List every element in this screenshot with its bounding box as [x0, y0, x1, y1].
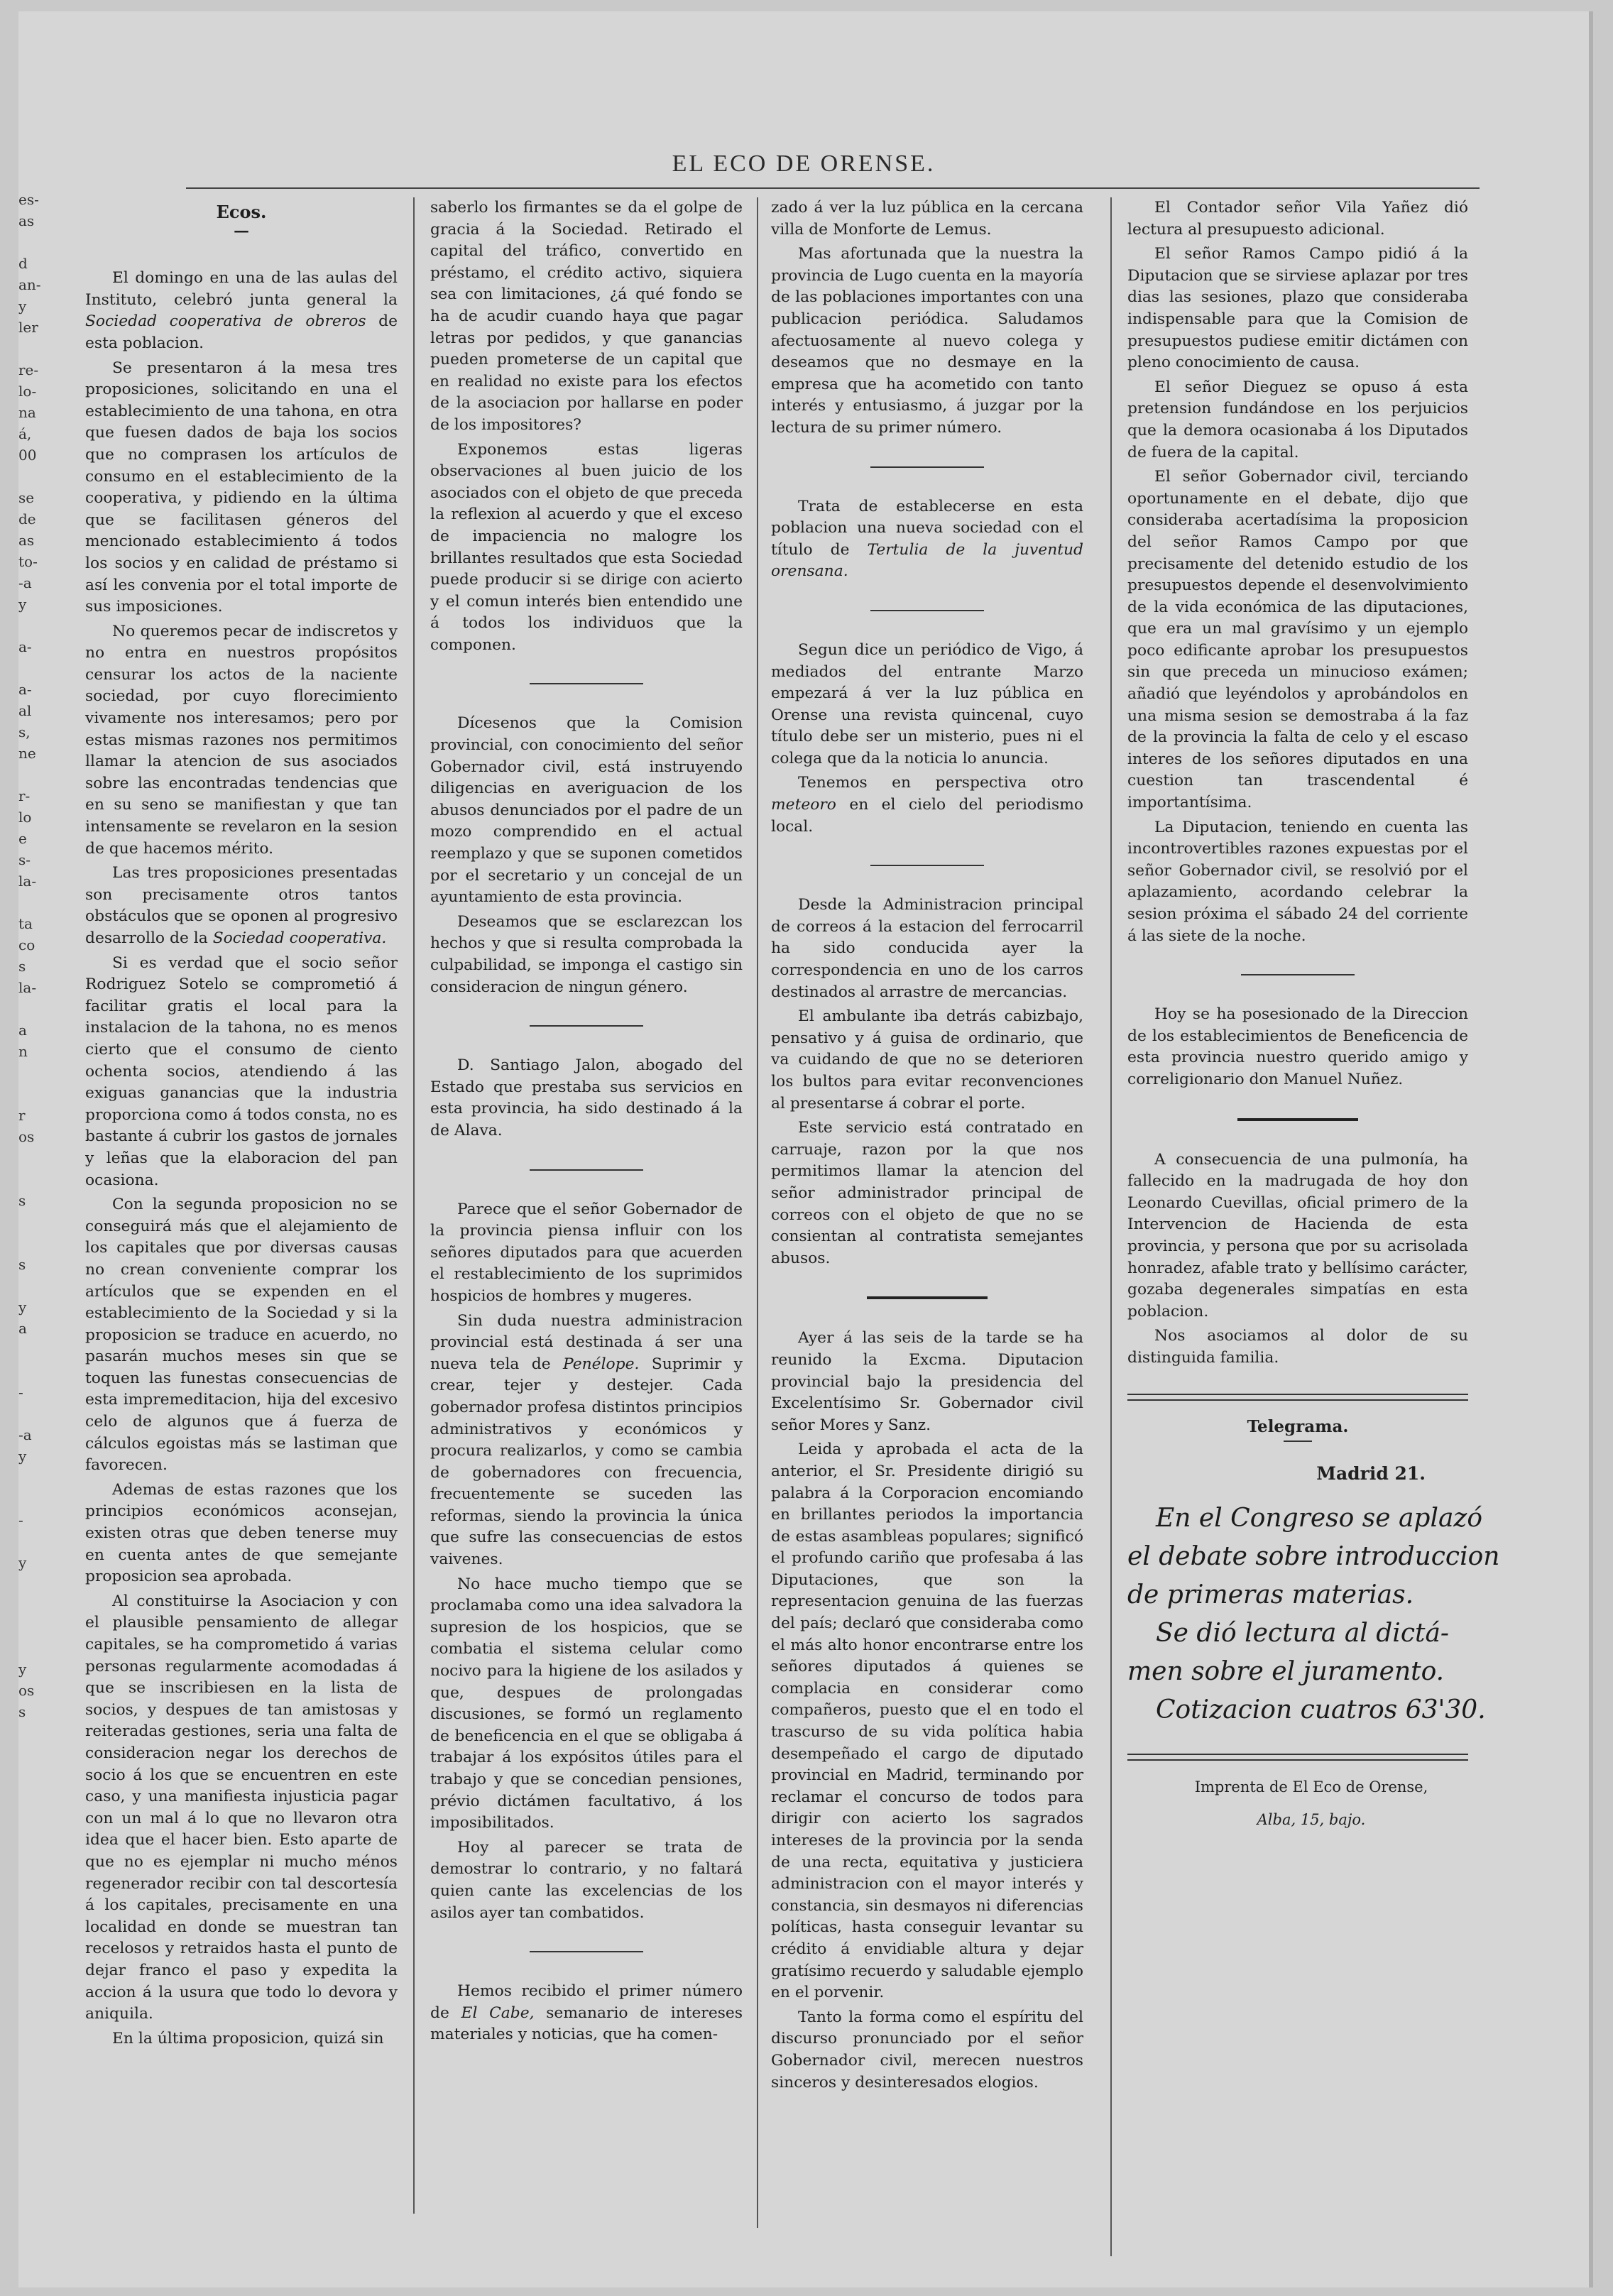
edge-fragment-line [18, 1211, 37, 1232]
telegram-line: Se dió lectura al dictá- [1156, 1618, 1450, 1648]
paragraph: Segun dice un periódico de Vigo, á mediados del entrante Marzo empezará á ver la luz pública en Orense una revista quincenal, cuyo título debe ser un misterio, pues ni el colega que da la noticia lo anuncia. [771, 640, 1083, 767]
edge-fragment-line: 00 [18, 447, 37, 464]
edge-fragment-line: r- [18, 787, 31, 804]
paragraph: El ambulante iba detrás cabizbajo, pensativo y á guisa de ordinario, que va cuidando de que no se deterioren los bultos para evitar reconvenciones al presentarse á cobrar el porte. [771, 1007, 1083, 1113]
edge-fragment-line [18, 1339, 37, 1360]
edge-fragment-line [18, 1360, 37, 1382]
masthead: EL ECO DE ORENSE. [672, 151, 936, 177]
edge-fragment-line: na [18, 404, 36, 421]
paragraph: El señor Ramos Campo pidió á la Diputacion que se sirviese aplazar por tres dias las sesiones, plazo que consideraba indispensable para que la Comision de presupuestos pudiese emitir dictámen con pleno conocimiento de causa. [1127, 245, 1468, 372]
column-rule-3 [1110, 197, 1112, 2256]
edge-fragment-line [18, 657, 37, 679]
edge-fragment-line: - [18, 1384, 23, 1401]
separator-rule [870, 466, 984, 468]
paragraph: Ayer á las seis de la tarde se ha reunido la Excma. Diputacion provincial bajo la presidencia del Excelentísimo Sr. Gobernador civil señor Mores y Sanz. [771, 1329, 1083, 1434]
imprint: Imprenta de El Eco de Orense, [1194, 1778, 1428, 1795]
edge-fragment-line: s- [18, 851, 31, 868]
edge-fragment-line [18, 1083, 37, 1105]
edge-fragment-line: os [18, 1128, 35, 1145]
edge-fragment-line: s [18, 1192, 26, 1209]
separator-rule [870, 610, 984, 611]
paragraph: saberlo los firmantes se da el golpe de gracia á la Sociedad. Retirado el capital del tráfico, convertido en préstamo, el crédito activo, siquiera sea con limitaciones, ¿á qué fondo se ha de acudir cuando haya que pagar letras por pedidos, y que ganancias pueden prometerse de un capital que en realidad no existe para los efectos de la asociacion por hallarse en poder de los impositores? [430, 199, 743, 434]
heading-dash [1284, 1441, 1312, 1442]
separator-rule [530, 1025, 643, 1027]
telegram-dateline: Madrid 21. [1316, 1463, 1426, 1485]
paragraph: No queremos pecar de indiscretos y no entra en nuestros propósitos censurar los actos de la naciente sociedad, por cuyo florecimiento vivamente nos interesamos; pero por estas mismas razones nos permitimos llamar la atencion de sus asociados sobre las encontradas tendencias que en su seno se manifiestan y que tan intensamente se revelaron en la sesion de que hacemos mérito. [85, 622, 398, 858]
edge-fragment-line: y [18, 1554, 27, 1571]
edge-fragment-line: a- [18, 681, 32, 698]
edge-fragment-line [18, 231, 37, 253]
edge-fragment-line: to- [18, 553, 38, 570]
edge-fragment-line [18, 338, 37, 359]
edge-fragment-line [18, 1062, 37, 1083]
paragraph: Si es verdad que el socio señor Rodriguez Sotelo se comprometió á facilitar gratis el local para la instalacion de la tahona, no es menos cierto que el consumo de ciento ochenta socios, atendiendo á las exiguas ganancias que la industria proporciona como á todos consta, no es bastante á cubrir los gastos de jornales y leñas que la elaboracion del pan ocasiona. [85, 953, 398, 1189]
edge-fragment-line: y [18, 596, 27, 613]
paragraph: Dícesenos que la Comision provincial, con conocimiento del señor Gobernador civil, está instruyendo diligencias en averiguacion de los abusos denunciados por el padre de un mozo comprendido en el actual reemplazo y que se suponen cometidos por el secretario y un concejal de un ayuntamiento de esta provincia. [430, 714, 743, 907]
paragraph: No hace mucho tiempo que se proclamaba como una idea salvadora la supresion de los hospicios, que se combatia el sistema celular como nocivo para la higiene de los asilados y que, despues de prolongadas discusiones, se formó un reglamento de beneficencia en el que se obligaba á trabajar á los expósitos útiles para el trabajo y que se concedian pensiones, prévio dictámen facultativo, á los imposibilitados. [430, 1575, 743, 1832]
telegram-line: de primeras materias. [1127, 1580, 1414, 1609]
paragraph: Hoy al parecer se trata de demostrar lo contrario, y no faltará quien cante las excelencias de los asilos ayer tan combatidos. [430, 1838, 743, 1922]
paragraph: En la última proposicion, quizá sin [112, 2029, 384, 2048]
edge-fragment-line: as [18, 532, 35, 549]
paragraph: Deseamos que se esclarezcan los hechos y que si resulta comprobada la culpabilidad, se imponga el castigo sin consideracion de ningun género. [430, 912, 743, 996]
separator-rule [1237, 1118, 1358, 1121]
edge-fragment-line: os [18, 1682, 35, 1699]
column-3 [771, 197, 1083, 2242]
imprint-address: Alba, 15, bajo. [1257, 1811, 1366, 1829]
paragraph: Se presentaron á la mesa tres proposiciones, solicitando en una el establecimiento de una tahona, en otra que fuesen dados de baja los socios que no comprasen los artículos de consumo en el establecimiento de la cooperativa, y pidiendo en la última que se facilitasen géneros del mencionado establecimiento á todos los socios y en calidad de préstamo si así les convenia por el total importe de sus imposiciones. [85, 359, 398, 616]
separator-rule [870, 865, 984, 866]
edge-fragment-line [18, 1169, 37, 1190]
telegram-line: el debate sobre introduccion [1127, 1541, 1500, 1571]
edge-fragment-line: se [18, 489, 35, 506]
paragraph: zado á ver la luz pública en la cercana villa de Monforte de Lemus. [771, 199, 1083, 239]
separator-rule [867, 1296, 988, 1299]
paragraph: El señor Dieguez se opuso á esta pretension fundándose en los perjuicios que la demora ocasionaba á los Diputados de fuera de la capital. [1127, 378, 1468, 461]
edge-fragment-line: ta [18, 915, 33, 932]
paragraph: Con la segunda proposicion no se conseguirá más que el alejamiento de los capitales que por diversas causas no crean conveniente comprar los artículos que se expenden en el establecimiento de la Sociedad y si la proposicion se traduce en acuerdo, no pasarán muchos meses sin que se toquen las funestas consecuencias de esta impremeditacion, hija del excesivo celo de algunos que á fuerza de cálculos egoistas más se lastiman que favorecen. [85, 1196, 398, 1475]
edge-fragment-line: s [18, 958, 26, 975]
paragraph: Al constituirse la Asociacion y con el plausible pensamiento de allegar capitales, se ha comprometido á varias personas regularmente acomodadas á que se inscribiesen en la lista de socios, y despues de tan amistosas y reiteradas gestiones, seria una falta de consideracion negar los derechos de socio á los que se encuentren en este caso, y una manifiesta injusticia pagar con un mal á lo que no llevaron otra idea que el hacer bien. Esto aparte de que no es ejemplar ni mucho ménos regenerador recibir con tal descortesía á los capitales, precisamente en una localidad en donde se muestran tan recelosos y retraidos hasta el punto de dejar franco el paso y expedita la accion á la usura que todo lo devora y aniquila. [85, 1592, 398, 2023]
edge-fragment-line: a [18, 1022, 27, 1039]
edge-fragment-line: d [18, 255, 28, 272]
telegram-text [1127, 1499, 1500, 1729]
edge-fragment-line: de [18, 510, 36, 527]
column-1 [85, 197, 398, 2242]
double-rule [1127, 1394, 1468, 1401]
edge-fragment-line [18, 1722, 37, 1744]
paragraph: Parece que el señor Gobernador de la provincia piensa influir con los señores diputados para que acuerden el restablecimiento de los suprimidos hospicios de hombres y mugeres. [430, 1200, 743, 1305]
paragraph: Leida y aprobada el acta de la anterior, el Sr. Presidente dirigió su palabra á la Corporacion encomiando en brillantes periodos la importancia de estas asambleas populares; significó el profundo cariño que profesaba á las Diputaciones, que son la representacion genuina de las fuerzas del país; declaró que consideraba como el más alto honor encontrarse entre los señores diputados á quienes se complacia en considerar como compañeros, puesto que el en todo el trascurso de su vida política habia desempeñado el cargo de diputado provincial en Madrid, terminando por reclamar el concurso de todos para dirigir con acierto los sagrados intereses de la provincia por la senda de una recta, equitativa y justiciera administracion con el mayor interés y constancia, sin desmayos ni diferencias políticas, hasta conseguir levantar su crédito á envidiable altura y dejar gratísimo recuerdo y saludable ejemplo en el porvenir. [771, 1441, 1083, 2002]
edge-fragment-line [18, 1147, 37, 1169]
paragraph: Mas afortunada que la nuestra la provincia de Lugo cuenta en la mayoría de las poblaciones importantes con una publicacion periódica. Saludamos afectuosamente al nuevo colega y deseamos que no desmaye en la empresa que ha acometido con tanto interés y entusiasmo, á juzgar por la lectura de su primer número. [771, 245, 1083, 437]
paragraph: Trata de establecerse en esta poblacion una nueva sociedad con el título de Tertulia de la juventud orensana. [771, 497, 1083, 581]
telegram-heading: Telegrama. [1247, 1416, 1349, 1436]
edge-fragment-line: ler [18, 319, 38, 336]
paragraph: Desde la Administracion principal de correos á la estacion del ferrocarril ha sido conducida ayer la correspondencia en uno de los carros destinados al arrastre de mercancias. [771, 896, 1083, 1001]
paragraph: Hoy se ha posesionado de la Direccion de los establecimientos de Beneficencia de esta provincia nuestro querido amigo y correligionario don Manuel Nuñez. [1127, 1005, 1468, 1088]
edge-fragment-line: ne [18, 745, 36, 762]
edge-fragment-line [18, 1232, 37, 1254]
edge-fragment-line: as [18, 212, 35, 229]
edge-fragment-line: lo [18, 809, 32, 826]
edge-fragment-line [18, 1403, 37, 1424]
edge-fragment-line [18, 892, 37, 913]
edge-fragment-line: la- [18, 979, 37, 996]
edge-fragment-line [18, 764, 37, 785]
edge-fragment-line: r [18, 1107, 26, 1124]
separator-rule [530, 683, 643, 684]
paragraph: A consecuencia de una pulmonía, ha fallecido en la madrugada de hoy don Leonardo Cuevillas, oficial primero de la Intervencion de Hacienda de esta provincia, y persona que por su acrisolada honradez, afable trato y bellísimo carácter, gozaba degenerales simpatías en esta poblacion. [1127, 1150, 1468, 1321]
edge-fragment-line [18, 615, 37, 636]
edge-fragment-line: re- [18, 361, 39, 378]
edge-fragment-line: y [18, 297, 27, 315]
paragraph: El domingo en una de las aulas del Instituto, celebró junta general la Sociedad cooperativa de obreros de esta poblacion. [85, 269, 398, 352]
paragraph: El señor Gobernador civil, terciando oportunamente en el debate, dijo que consideraba acertadísima la proposicion del señor Ramos Campo por que precisamente del detenido estudio de los presupuestos depende el desenvolvimiento de la vida económica de las diputaciones, que era un mal gravísimo y un ejemplo poco edificante aprobar los presupuestos sin que preceda un minucioso exámen; añadió que leyéndolos y aprobándolos en una misma sesion se demostraba á la faz de la provincia la falta de celo y el escaso interes de los señores diputados en una cuestion tan trascendental é importantísima. [1127, 468, 1468, 812]
edge-fragment-line [18, 1637, 37, 1658]
paragraph: El Contador señor Vila Yañez dió lectura al presupuesto adicional. [1127, 199, 1468, 239]
edge-fragment-line: a [18, 1320, 27, 1337]
edge-fragment-line: co [18, 936, 35, 953]
edge-fragment-line: n [18, 1043, 28, 1060]
edge-fragment-line: -a [18, 574, 32, 591]
separator-rule [530, 1169, 643, 1171]
paragraph: Sin duda nuestra administracion provincial está destinada á ser una nueva tela de Penélope. Suprimir y crear, tejer y destejer. Cada gobernador profesa distintos principios administrativos y económicos y procura realizarlos, y como se cambia de gobernadores con frecuencia, frecuentemente se suceden las reformas, siendo la provincia la única que sufre las consecuencias de estos vaivenes. [430, 1311, 743, 1569]
paragraph: D. Santiago Jalon, abogado del Estado que prestaba sus servicios en esta provincia, ha sido destinado á la de Alava. [430, 1056, 743, 1139]
edge-fragment-line: -a [18, 1426, 32, 1443]
edge-fragment-line: al [18, 702, 32, 719]
edge-fragment-line [18, 1488, 37, 1509]
edge-fragment-line: y [18, 1661, 27, 1678]
column-rule-1 [413, 197, 415, 2214]
edge-fragment-line [18, 1467, 37, 1488]
header-rule [186, 187, 1480, 189]
edge-fragment-line [18, 1744, 37, 1765]
edge-fragment-line: s [18, 1703, 26, 1720]
telegram-line: En el Congreso se aplazó [1156, 1503, 1483, 1533]
column-rule-2 [757, 197, 758, 2228]
paragraph: Ademas de estas razones que los principios económicos aconsejan, existen otras que deben tenerse muy en cuenta antes de que semejante proposicion sea aprobada. [85, 1480, 398, 1586]
double-rule [1127, 1754, 1468, 1761]
paragraph: Las tres proposiciones presentadas son precisamente otros tantos obstáculos que se oponen al progresivo desarrollo de la Sociedad cooperativa. [85, 864, 398, 947]
edge-fragment-line: á, [18, 425, 32, 442]
column-2 [430, 197, 743, 2242]
paragraph: Tenemos en perspectiva otro meteoro en el cielo del periodismo local. [771, 774, 1083, 836]
paragraph: Este servicio está contratado en carruaje, razon por la que nos permitimos llamar la atencion del señor administrador principal de correos con el objeto de que no se consientan al contratista semejantes abusos. [771, 1119, 1083, 1267]
adjacent-page-fragment [18, 189, 41, 1765]
section-heading-ecos: Ecos. [216, 202, 267, 222]
paragraph: La Diputacion, teniendo en cuenta las incontrovertibles razones expuestas por el señor Gobernador civil, se resolvió por el aplazamiento, acordando celebrar la sesion próxima el sábado 24 del corriente á las siete de la noche. [1127, 818, 1468, 945]
telegram-line: Cotizacion cuatros 63'30. [1156, 1695, 1486, 1724]
newspaper-page [18, 11, 1593, 2287]
separator-rule [1241, 974, 1355, 975]
edge-fragment-line: e [18, 830, 27, 847]
edge-fragment-line: lo- [18, 383, 37, 400]
paragraph: Hemos recibido el primer número de El Cabe, semanario de intereses materiales y noticias, que ha comen- [430, 1982, 743, 2044]
edge-fragment-line: s [18, 1256, 26, 1273]
edge-fragment-line [18, 1275, 37, 1296]
edge-fragment-line: la- [18, 873, 37, 890]
telegram-line: men sobre el juramento. [1127, 1656, 1445, 1686]
edge-fragment-line: es- [18, 191, 39, 208]
edge-fragment-line [18, 1616, 37, 1637]
heading-dash: — [234, 222, 249, 240]
paragraph: Nos asociamos al dolor de su distinguida familia. [1127, 1327, 1468, 1367]
edge-fragment-line [18, 998, 37, 1019]
separator-rule [530, 1951, 643, 1952]
edge-fragment-line: y [18, 1448, 27, 1465]
paragraph: Exponemos estas ligeras observaciones al buen juicio de los asociados con el objeto de que preceda la reflexion al acuerdo y que el exceso de impaciencia no malogre los brillantes resultados que esta Sociedad puede producir si se dirige con acierto y el comun interés bien entendido une á todos los individuos que la componen. [430, 440, 743, 654]
edge-fragment-line: - [18, 1511, 23, 1529]
edge-fragment-line: a- [18, 638, 32, 655]
edge-fragment-line: an- [18, 276, 41, 293]
edge-fragment-line [18, 1595, 37, 1616]
column-4 [1127, 197, 1500, 2242]
edge-fragment-line: s, [18, 723, 31, 740]
paragraph: Tanto la forma como el espíritu del discurso pronunciado por el señor Gobernador civil, merecen nuestros sinceros y desinteresados elogios. [771, 2008, 1083, 2092]
edge-fragment-line [18, 1531, 37, 1552]
edge-fragment-line [18, 466, 37, 487]
edge-fragment-line: y [18, 1299, 27, 1316]
edge-fragment-line [18, 1573, 37, 1595]
